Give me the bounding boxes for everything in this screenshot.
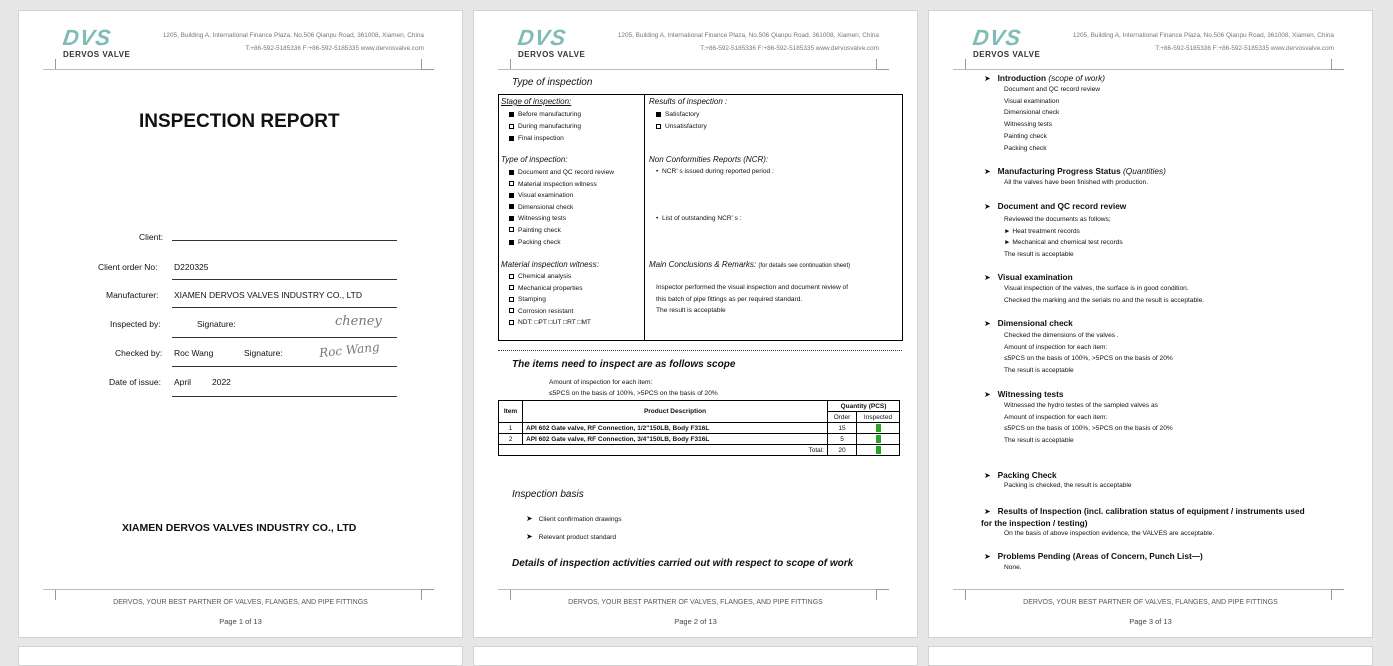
- stage-heading: Stage of inspection:: [501, 97, 572, 106]
- doc-heading: ➤ Document and QC record review: [984, 201, 1127, 211]
- list-item: NDT: □PT □UT □RT □MT: [509, 317, 591, 329]
- list-item: ► Heat treatment records: [1004, 227, 1080, 235]
- order-label: Client order No:: [98, 262, 158, 272]
- visual-text: Visual inspection of the valves, the surface is in good condition. Checked the marking and the serials no and the result is acceptable.: [1004, 285, 1205, 304]
- page-1: [18, 10, 463, 638]
- list-item: Document and QC record review: [509, 167, 614, 179]
- header-contact: T:+86-592-5185336 F:+86-592-5185335 www.dervosvalve.com: [245, 45, 424, 52]
- page-title: INSPECTION REPORT: [139, 111, 340, 132]
- stage-list: [509, 109, 581, 145]
- results-heading-cont: for the inspection / testing): [981, 518, 1088, 528]
- progress-text: All the valves have been finished with production.: [1004, 179, 1149, 186]
- footer-slogan: DERVOS, YOUR BEST PARTNER OF VALVES, FLANGES, AND PIPE FITTINGS: [568, 599, 823, 606]
- list-item: ➤ Relevant product standard: [526, 532, 617, 541]
- amount-line-2: ≤5PCS on the basis of 100%, >5PCS on the basis of 20%: [549, 390, 718, 397]
- dim-heading: ➤ Dimensional check: [984, 318, 1073, 328]
- list-item: Final inspection: [509, 133, 581, 145]
- ncr-outstanding: • List of outstanding NCR’ s :: [656, 215, 742, 222]
- header-address: 1205, Building A, International Finance Plaza, No.506 Qianpu Road, 361008, Xiamen, China: [162, 32, 424, 39]
- date-label: Date of issue:: [109, 377, 161, 387]
- list-item: Stamping: [509, 294, 591, 306]
- material-heading: Material inspection witness:: [501, 260, 599, 269]
- company-logo: DVS DERVOS VALVE: [516, 25, 586, 59]
- checked-value: Roc Wang: [174, 348, 214, 358]
- company-logo: DVS DERVOS VALVE: [971, 25, 1041, 59]
- list-item: Satisfactory: [656, 109, 707, 121]
- basis-heading: Inspection basis: [512, 489, 584, 500]
- witness-heading: ➤ Witnessing tests: [984, 389, 1064, 399]
- date-year: 2022: [212, 377, 231, 387]
- checked-label: Checked by:: [115, 348, 163, 358]
- list-item: Packing check: [1004, 144, 1047, 152]
- list-item: Witnessing tests: [509, 213, 614, 225]
- list-item: Visual examination: [509, 190, 614, 202]
- table-row: 1 API 602 Gate valve, RF Connection, 1/2"150LB, Body F316L 15: [499, 423, 900, 434]
- checked-signature-label: Signature:: [244, 348, 283, 358]
- page-number: Page 2 of 13: [674, 617, 717, 626]
- conclusions-heading: Main Conclusions & Remarks: (for details see continuation sheet): [649, 260, 851, 269]
- visual-heading: ➤ Visual examination: [984, 272, 1073, 282]
- total-label: Total:: [499, 445, 828, 456]
- date-month: April: [174, 377, 192, 387]
- page-5-preview: [473, 646, 918, 666]
- total-order: 20: [828, 445, 857, 456]
- list-item: Painting check: [1004, 132, 1047, 140]
- problems-text: None.: [1004, 564, 1022, 571]
- list-item: Packing check: [509, 237, 614, 249]
- order-value: D220325: [174, 262, 209, 272]
- dim-text: Checked the dimensions of the valves . Amount of inspection for each item: ≤5PCS on the basis of 100%, >5PCS on the basis of 20% The result is acceptable: [1004, 332, 1173, 375]
- type-inspection-heading: Type of inspection: [512, 77, 593, 88]
- page-3: [928, 10, 1373, 638]
- header-contact: T:+86-592-5185336 F:+86-592-5185335 www.dervosvalve.com: [700, 45, 879, 52]
- footer-slogan: DERVOS, YOUR BEST PARTNER OF VALVES, FLANGES, AND PIPE FITTINGS: [113, 599, 368, 606]
- inspected-signature: cheney: [335, 314, 382, 329]
- table-row: [499, 445, 900, 456]
- intro-heading: ➤ Introduction (scope of work): [984, 73, 1106, 83]
- footer-slogan: DERVOS, YOUR BEST PARTNER OF VALVES, FLANGES, AND PIPE FITTINGS: [1023, 599, 1278, 606]
- conclusions-text: Inspector performed the visual inspection and document review of this batch of pipe fittings as per required standard. The result is acceptable: [656, 284, 849, 314]
- progress-heading: ➤ Manufacturing Progress Status (Quantities): [984, 166, 1166, 176]
- doc-text: Reviewed the documents as follows; ► Heat treatment records ► Mechanical and chemical test records The result is acceptable: [1004, 216, 1123, 259]
- list-item: Painting check: [509, 225, 614, 237]
- list-item: Document and QC record review: [1004, 86, 1101, 93]
- inspected-signature-label: Signature:: [197, 319, 236, 329]
- list-item: During manufacturing: [509, 121, 581, 133]
- intro-list: [1004, 84, 1100, 154]
- amount-line-1: Amount of inspection for each item:: [549, 379, 653, 386]
- header-address: 1205, Building A, International Finance Plaza, No.506 Qianpu Road, 361008, Xiamen, China: [1072, 32, 1334, 39]
- list-item: Dimensional check: [509, 202, 614, 214]
- page-6-preview: [928, 646, 1373, 666]
- pack-heading: ➤ Packing Check: [984, 470, 1057, 480]
- list-item: Unsatisfactory: [656, 121, 707, 133]
- ncr-issued: • NCR’ s issued during reported period :: [656, 168, 774, 175]
- list-item: Dimensional check: [1004, 109, 1060, 117]
- inspected-marker: [876, 446, 881, 454]
- manufacturer-label: Manufacturer:: [106, 290, 159, 300]
- basis-list: [526, 510, 622, 546]
- page-4-preview: [18, 646, 463, 666]
- results-heading: Results of inspection :: [649, 97, 728, 106]
- col-item: Item: [499, 401, 523, 423]
- items-table: [498, 400, 900, 456]
- inspected-marker: [876, 435, 881, 443]
- client-value: [172, 240, 397, 241]
- page-number: Page 1 of 13: [219, 617, 262, 626]
- checked-signature: Roc Wang: [318, 339, 381, 361]
- list-item: Mechanical properties: [509, 283, 591, 295]
- type-list: [509, 167, 614, 249]
- list-item: Chemical analysis: [509, 271, 591, 283]
- client-label: Client:: [139, 232, 164, 242]
- pack-text: Packing is checked, the result is acceptable: [1004, 482, 1132, 489]
- material-list: [509, 271, 591, 329]
- company-name: XIAMEN DERVOS VALVES INDUSTRY CO., LTD: [122, 522, 357, 534]
- list-item: Witnessing tests: [1004, 121, 1053, 129]
- witness-text: Witnessed the hydro testes of the sampled valves as Amount of inspection for each item: ≤5PCS on the basis of 100%, >5PCS on the basis of 20% The result is acceptable: [1004, 402, 1173, 445]
- problems-heading: ➤ Problems Pending (Areas of Concern, Punch List—): [984, 551, 1203, 561]
- header-address: 1205, Building A, International Finance Plaza, No.506 Qianpu Road, 361008, Xiamen, China: [617, 32, 879, 39]
- scope-heading: The items need to inspect are as follows scope: [512, 359, 736, 370]
- list-item: ➤ Client confirmation drawings: [526, 514, 622, 523]
- col-order: Order: [828, 412, 857, 423]
- inspected-label: Inspected by:: [110, 319, 161, 329]
- results-heading: ➤ Results of Inspection (incl. calibration status of equipment / instruments used: [984, 506, 1305, 516]
- header-contact: T:+86-592-5185336 F:+86-592-5185335 www.dervosvalve.com: [1155, 45, 1334, 52]
- list-item: Corrosion resistant: [509, 306, 591, 318]
- page-number: Page 3 of 13: [1129, 617, 1172, 626]
- ncr-heading: Non Conformities Reports (NCR):: [649, 155, 769, 164]
- type-heading: Type of inspection:: [501, 155, 568, 164]
- col-description: Product Description: [523, 401, 828, 423]
- list-item: ► Mechanical and chemical test records: [1004, 239, 1123, 247]
- results-list: [656, 109, 707, 133]
- list-item: Material inspection witness: [509, 179, 614, 191]
- company-logo: DVS DERVOS VALVE: [61, 25, 131, 59]
- inspected-marker: [876, 424, 881, 432]
- details-heading: Details of inspection activities carried out with respect to scope of work: [512, 558, 854, 569]
- col-quantity: Quantity (PCS): [828, 401, 900, 412]
- col-inspected: Inspected: [857, 412, 900, 423]
- page-2: [473, 10, 918, 638]
- manufacturer-value: XIAMEN DERVOS VALVES INDUSTRY CO., LTD: [174, 290, 362, 300]
- results-text: On the basis of above inspection evidence, the VALVES are acceptable.: [1004, 530, 1215, 537]
- list-item: Before manufacturing: [509, 109, 581, 121]
- list-item: Visual examination: [1004, 97, 1060, 105]
- table-row: 2 API 602 Gate valve, RF Connection, 3/4"150LB, Body F316L 5: [499, 434, 900, 445]
